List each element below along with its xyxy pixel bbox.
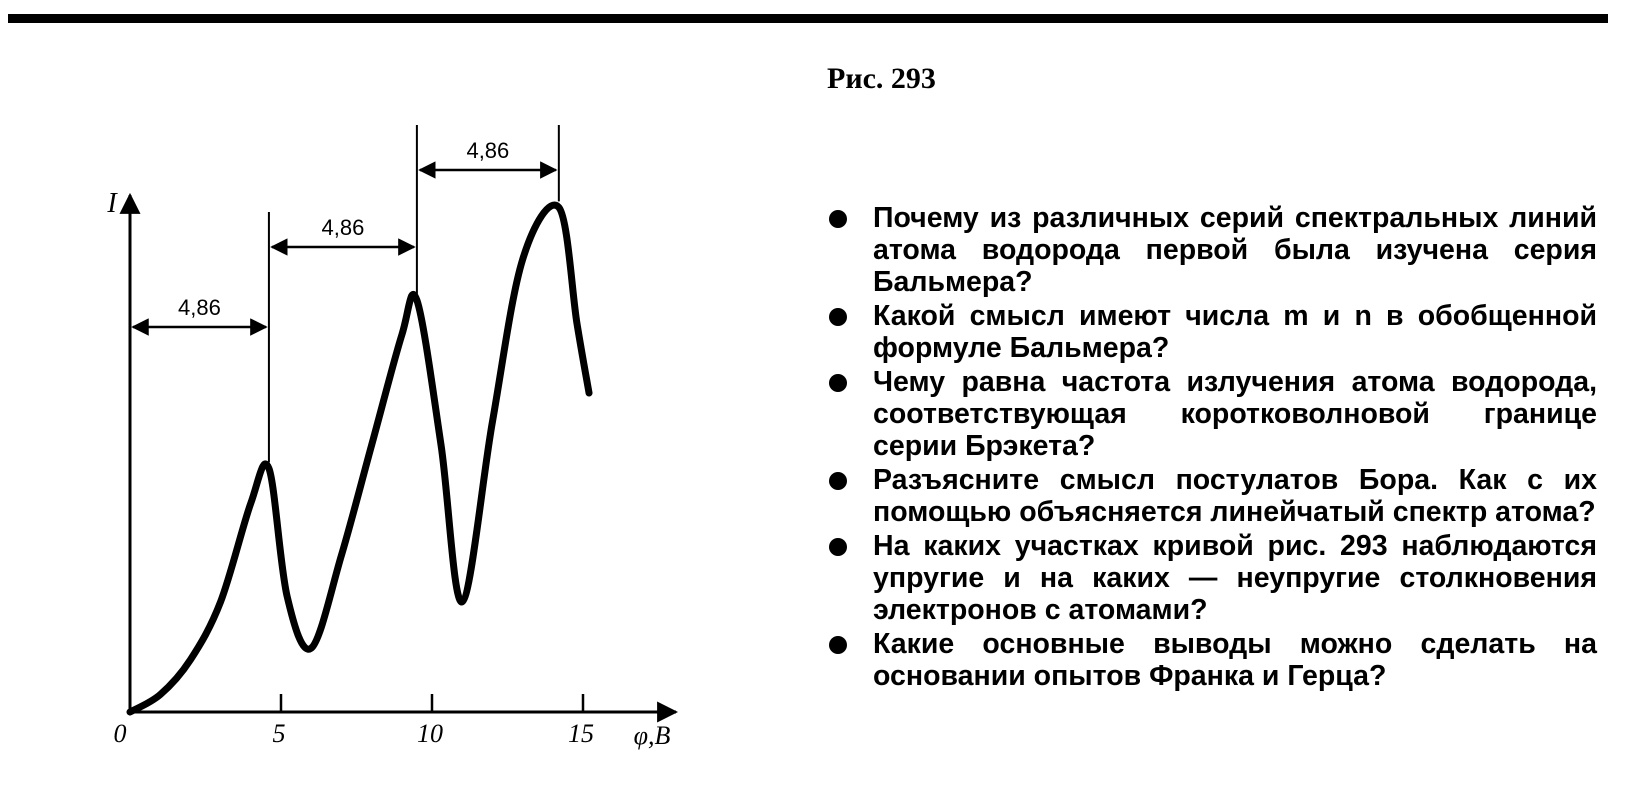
current-voltage-curve (130, 205, 589, 712)
x-tick-label: 0 (113, 719, 127, 748)
interval-label: 4,86 (321, 215, 365, 240)
bullet-icon (829, 308, 847, 326)
question-item (827, 530, 1597, 626)
interval-label: 4,86 (466, 138, 510, 163)
x-axis-label: φ,В (633, 721, 671, 750)
x-tick-label: 15 (568, 719, 594, 748)
question-text: Какой смысл имеют числа m и n в обобщенной формуле Бальмера? (873, 300, 1597, 364)
figure-293 (0, 0, 800, 788)
figure-caption: Рис. 293 (827, 62, 936, 95)
bullet-icon (829, 210, 847, 228)
question-text: Чему равна частота излучения атома водорода, соответствующая коротковолновой границе серии Брэкета? (873, 366, 1597, 462)
y-axis-label: I (107, 188, 117, 219)
question-item (827, 464, 1597, 528)
question-text: Какие основные выводы можно сделать на основании опытов Франка и Герца? (873, 628, 1597, 692)
franck-hertz-chart (0, 0, 800, 788)
bullet-icon (829, 472, 847, 490)
x-tick-label: 5 (272, 719, 286, 748)
bullet-icon (829, 636, 847, 654)
question-item (827, 366, 1597, 462)
x-tick-label: 10 (417, 719, 443, 748)
review-questions-list (827, 202, 1597, 694)
question-text: На каких участках кривой рис. 293 наблюдаются упругие и на каких — неупругие столкновения электронов с атомами? (873, 530, 1597, 626)
question-item (827, 202, 1597, 298)
interval-label: 4,86 (178, 295, 221, 320)
question-text: Почему из различных серий спектральных линий атома водорода первой была изучена серия Бальмера? (873, 202, 1597, 298)
question-item (827, 300, 1597, 364)
bullet-icon (829, 538, 847, 556)
bullet-icon (829, 374, 847, 392)
question-item (827, 628, 1597, 692)
question-text: Разъясните смысл постулатов Бора. Как с их помощью объясняется линейчатый спектр атома? (873, 464, 1597, 528)
